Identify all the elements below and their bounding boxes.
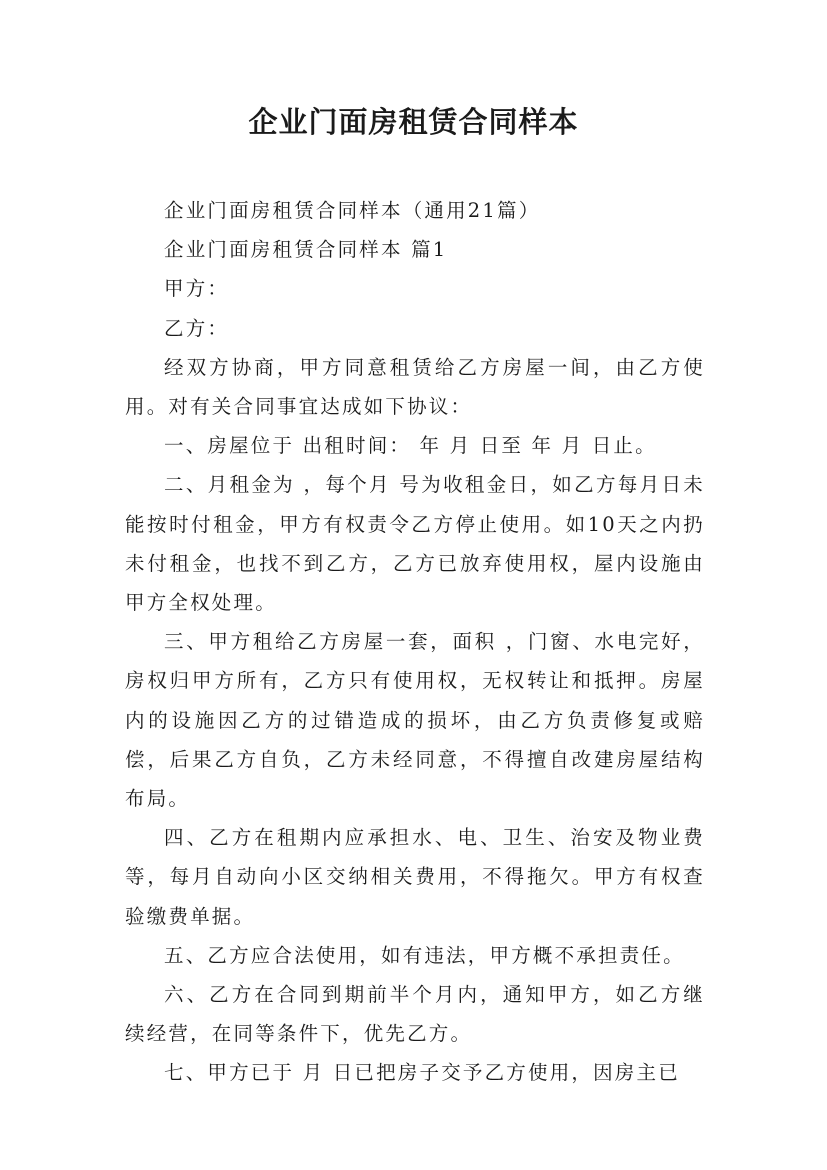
party-a-label: 甲方：	[164, 277, 230, 301]
intro-paragraph: 经双方协商，甲方同意租赁给乙方房屋一间，由乙方使用。对有关合同事宜达成如下协议：	[125, 355, 705, 419]
clause-5: 五、乙方应合法使用，如有违法，甲方概不承担责任。	[164, 943, 685, 967]
party-b-label: 乙方：	[164, 316, 230, 340]
document-body	[125, 191, 705, 1093]
heading-article-1: 企业门面房租赁合同样本 篇1	[164, 238, 448, 262]
clause-2: 二、月租金为 ，每个月 号为收租金日，如乙方每月日未能按时付租金，甲方有权责令乙方停止使用。如10天之内扔未付租金，也找不到乙方，乙方已放弃使用权，屋内设施由甲方全权处理。	[125, 473, 705, 615]
heading-collection: 企业门面房租赁合同样本（通用21篇）	[164, 199, 541, 222]
clause-4: 四、乙方在租期内应承担水、电、卫生、治安及物业费等，每月自动向小区交纳相关费用，不得拖欠。甲方有权查验缴费单据。	[125, 826, 705, 928]
clause-3: 三、甲方租给乙方房屋一套，面积 ，门窗、水电完好，房权归甲方所有，乙方只有使用权，无权转让和抵押。房屋内的设施因乙方的过错造成的损坏，由乙方负责修复或赔偿，后果乙方自负，乙方未经同意，不得擅自改建房屋结构布局。	[125, 630, 705, 811]
clause-1: 一、房屋位于 出租时间： 年 月 日至 年 月 日止。	[164, 434, 657, 458]
clause-6: 六、乙方在合同到期前半个月内，通知甲方，如乙方继续经营，在同等条件下，优先乙方。	[125, 983, 705, 1046]
document-title: 企业门面房租赁合同样本	[248, 105, 579, 139]
clause-7: 七、甲方已于 月 日已把房子交予乙方使用，因房主已	[164, 1061, 680, 1085]
